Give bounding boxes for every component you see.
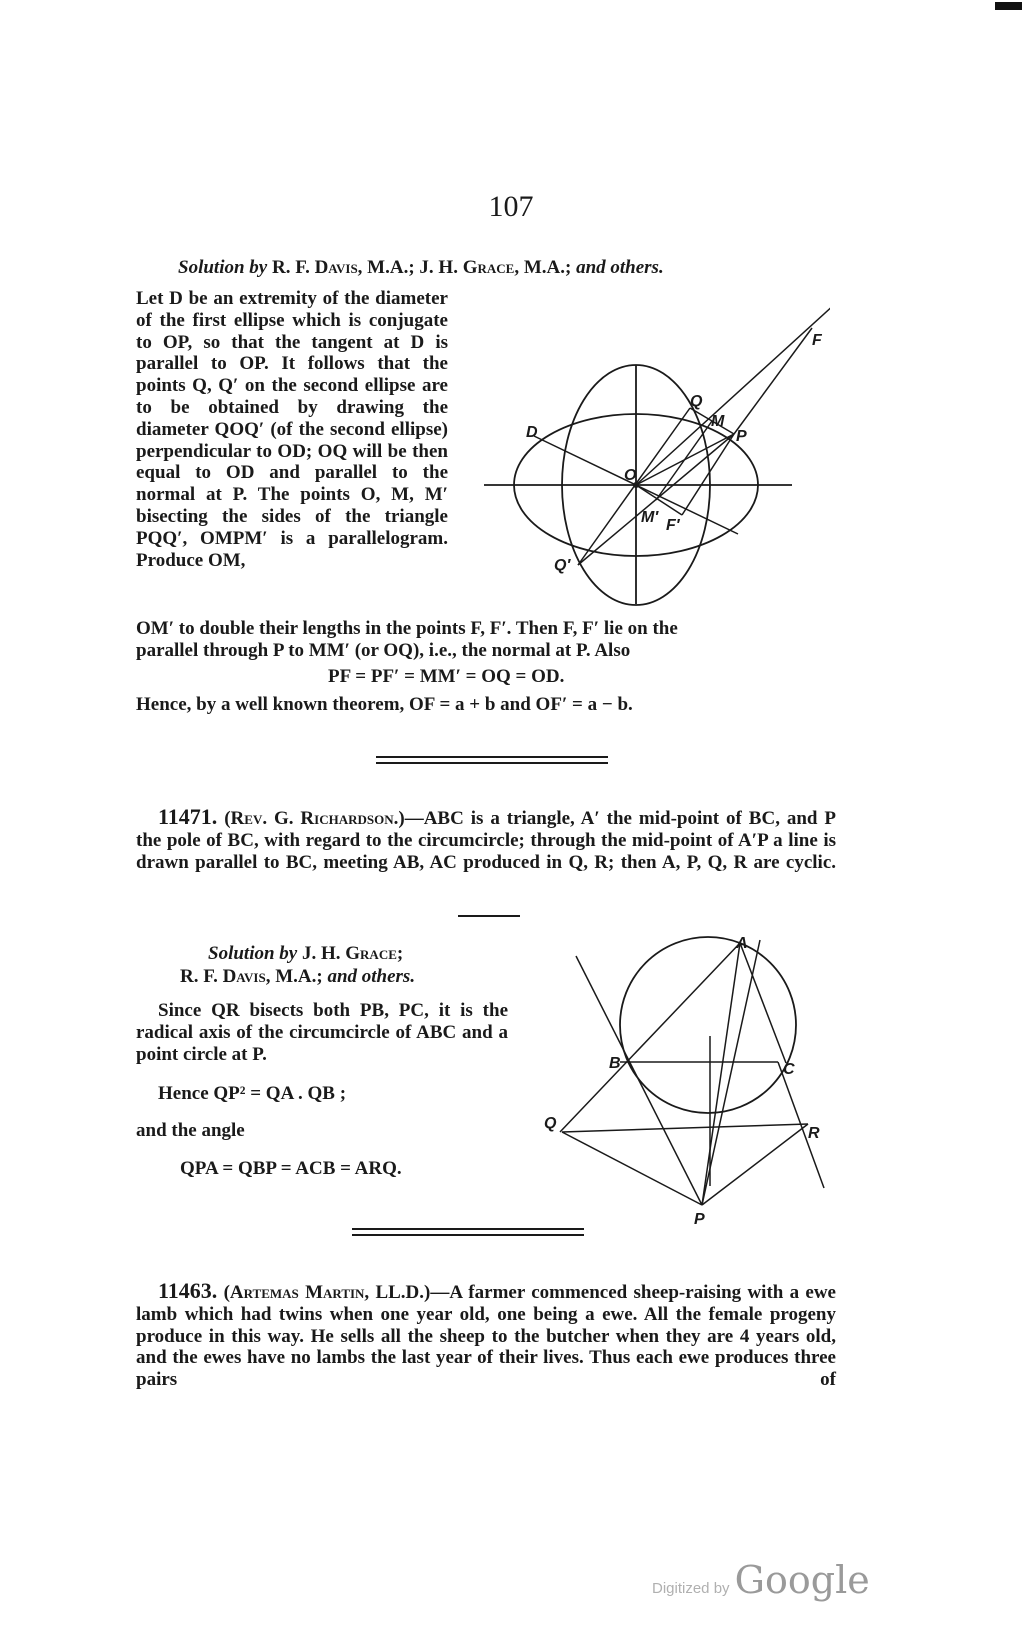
problem-proposer: (Artemas Martin, LL.D.) bbox=[223, 1282, 431, 1303]
byline-suffix: and others. bbox=[327, 966, 416, 987]
problem-number: 11471. bbox=[158, 804, 218, 829]
byline-prefix: Solution by bbox=[178, 257, 268, 278]
double-rule bbox=[352, 1234, 584, 1236]
label-c: C bbox=[783, 1061, 795, 1078]
ellipse-figure bbox=[470, 290, 830, 620]
line-qp bbox=[562, 1132, 702, 1205]
line-of bbox=[636, 303, 830, 485]
double-rule bbox=[376, 756, 608, 758]
solution-byline bbox=[178, 257, 664, 279]
solution-text-column: Let D be an extremity of the diameter of the first ellipse which is conjugate to OP, so that the tangent at D is parallel to OP. It follows that the points Q, Q′ on the second ellipse are to be obtained by drawing the diameter QOQ′ (of the second ellipse) perpendicular to OD; OQ will be then equal to OD and parallel to the normal at P. The points O, M, M′ bisecting the sides of the triangle PQQ′, OMPM′ is a parallelogram. Produce OM, bbox=[136, 288, 448, 571]
label-d: D bbox=[526, 424, 538, 441]
problem-statement bbox=[136, 1280, 836, 1391]
author-name: R. F. Davis, M.A. bbox=[271, 257, 409, 278]
circumcircle bbox=[620, 937, 796, 1113]
text-line: OM′ to double their lengths in the points F, F′. Then F, F′ lie on the bbox=[136, 618, 678, 639]
angle-intro: and the angle bbox=[136, 1120, 245, 1141]
label-r: R bbox=[808, 1125, 820, 1142]
separator: ; bbox=[316, 966, 323, 987]
label-m-prime: M′ bbox=[641, 509, 659, 526]
equation: PF = PF′ = MM′ = OQ = OD. bbox=[328, 666, 565, 687]
label-p: P bbox=[736, 428, 747, 445]
problem-number: 11463. bbox=[158, 1278, 218, 1303]
text-line: parallel through P to MM′ (or OQ), i.e., the normal at P. Also bbox=[136, 640, 631, 661]
label-f-prime: F′ bbox=[666, 517, 680, 534]
tangent-at-b bbox=[576, 956, 702, 1205]
separator: ; bbox=[564, 257, 572, 278]
separator: ; bbox=[408, 257, 415, 278]
problem-text: —A farmer commenced sheep-raising with a ewe lamb which had twins when one year old, one being a ewe. All the female progeny produce in this way. He sells all the sheep to the butcher when they are 4 years old, and the ewes have no lambs the last year of their lives. Thus each ewe produces three pairs of bbox=[136, 1282, 836, 1391]
byline-suffix: and others. bbox=[576, 257, 664, 278]
label-q: Q bbox=[690, 393, 703, 410]
angle-equation: QPA = QBP = ACB = ARQ. bbox=[180, 1158, 402, 1179]
short-rule bbox=[458, 915, 520, 917]
problem-statement bbox=[136, 806, 836, 873]
separator: ; bbox=[396, 943, 404, 964]
line-qr bbox=[562, 1124, 808, 1132]
label-f: F bbox=[812, 332, 822, 349]
tangent-at-c bbox=[702, 1190, 824, 1205]
corner-mark bbox=[995, 2, 1022, 10]
google-logo: Google bbox=[734, 1558, 870, 1602]
circumcircle-figure bbox=[530, 930, 850, 1230]
label-b: B bbox=[609, 1055, 621, 1072]
line-ab bbox=[576, 943, 740, 958]
solution-paragraph: Since QR bisects both PB, PC, it is the radical axis of the circumcircle of ABC and a point circle at P. bbox=[136, 1000, 508, 1065]
line-ap bbox=[702, 943, 740, 1205]
conclusion: Hence, by a well known theorem, OF = a + b and OF′ = a − b. bbox=[136, 694, 633, 715]
line-pf2 bbox=[682, 434, 734, 515]
watermark-prefix: Digitized by bbox=[652, 1580, 730, 1597]
line-pf bbox=[734, 328, 812, 434]
line-rp bbox=[702, 1124, 808, 1205]
label-q-prime: Q′ bbox=[554, 557, 571, 574]
solution-byline bbox=[180, 966, 415, 988]
label-q: Q bbox=[544, 1115, 557, 1132]
double-rule bbox=[352, 1228, 584, 1230]
page-number: 107 bbox=[488, 190, 534, 223]
problem-text: —ABC is a triangle, A′ the mid-point of BC, and P the pole of BC, with regard to the circumcircle; through the mid-point of A′P a line is drawn parallel to BC, meeting AB, AC produced in Q, R; then A, P, Q, R are cyclic. bbox=[136, 808, 837, 873]
hence-line: Hence QP² = QA . QB ; bbox=[158, 1083, 347, 1104]
byline-prefix: Solution by bbox=[208, 943, 298, 964]
solution-byline bbox=[208, 943, 403, 965]
problem-proposer: (Rev. G. Richardson.) bbox=[224, 808, 405, 829]
digitized-watermark bbox=[652, 1558, 870, 1602]
label-p: P bbox=[694, 1211, 705, 1228]
author-name: R. F. Davis, M.A. bbox=[180, 966, 317, 987]
author-name: J. H. Grace bbox=[301, 943, 397, 964]
label-m: M bbox=[711, 413, 725, 430]
double-rule bbox=[376, 762, 608, 764]
author-name: J. H. Grace, M.A. bbox=[419, 257, 565, 278]
label-a: A bbox=[736, 935, 748, 952]
label-o: O bbox=[624, 467, 637, 484]
